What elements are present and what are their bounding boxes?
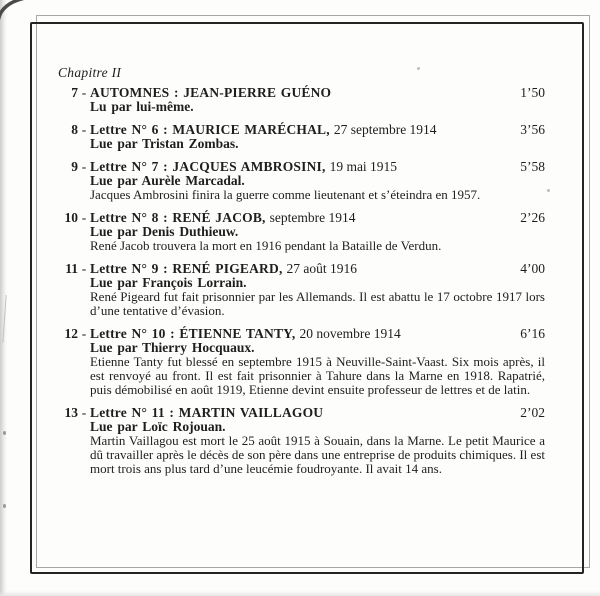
- track-description: Etienne Tanty fut blessé en septembre 1915 à Neuville-Saint-Vaast. Six mois après, il est renvoyé au front. Il est fait prisonnier à Tahure dans la Marne en 1918. Rapatrié, puis démobilisé en août 1919, Etienne devint ensuite professeur de lettres et de latin.: [90, 354, 545, 397]
- track-row: [58, 327, 545, 397]
- track-reader-line: [58, 420, 545, 434]
- track-reader: Lue par François Lorrain.: [90, 275, 247, 290]
- track-title-date: 27 septembre 1914: [333, 122, 437, 137]
- track-title-main: Lettre N° 7 : JACQUES AMBROSINI,: [90, 159, 326, 174]
- track-duration: 1’50: [520, 85, 545, 100]
- track-description: Jacques Ambrosini finira la guerre comme lieutenant et s’éteindra en 1957.: [90, 187, 481, 202]
- track-title: [90, 211, 510, 225]
- track-duration: 6’16: [520, 326, 545, 341]
- scan-smudge-top-left: [0, 0, 36, 24]
- track-description: René Pigeard fut fait prisonnier par les Allemands. Il est abattu le 17 octobre 1917 lors d’une tentative d’évasion.: [90, 289, 545, 318]
- track-separator: -: [81, 122, 87, 137]
- track-title: [90, 262, 510, 276]
- track-title-line: [58, 123, 545, 137]
- track-description: René Jacob trouvera la mort en 1916 pendant la Bataille de Verdun.: [90, 238, 442, 253]
- track-title: [90, 406, 510, 420]
- scan-speck: [417, 67, 420, 70]
- track-reader: Lue par Loïc Rojouan.: [90, 419, 226, 434]
- track-row: [58, 160, 545, 202]
- track-row: [58, 123, 545, 151]
- track-row: [58, 262, 545, 318]
- track-number: 8: [71, 122, 78, 137]
- track-title-main: Lettre N° 11 : MARTIN VAILLAGOU: [90, 405, 324, 420]
- track-reader: Lu par lui-même.: [90, 99, 194, 114]
- track-separator: -: [81, 405, 87, 420]
- track-description-row: [58, 290, 545, 318]
- track-description-row: [58, 434, 545, 476]
- track-reader: Lue par Aurèle Marcadal.: [90, 173, 245, 188]
- track-description-row: [58, 355, 545, 397]
- track-number: 9: [71, 159, 78, 174]
- track-duration: 2’26: [520, 210, 545, 225]
- track-duration: 3’56: [520, 122, 545, 137]
- track-reader-line: [58, 225, 545, 239]
- track-separator: -: [81, 85, 87, 100]
- track-title-line: [58, 262, 545, 276]
- track-separator: -: [81, 210, 87, 225]
- track-number: 10: [64, 210, 78, 225]
- track-title-main: Lettre N° 8 : RENÉ JACOB,: [90, 210, 266, 225]
- track-title: [90, 86, 510, 100]
- track-list: [58, 86, 545, 476]
- track-title-line: [58, 86, 545, 100]
- track-title-date: septembre 1914: [269, 210, 356, 225]
- scan-bottom-shade: [0, 591, 600, 596]
- track-title-line: [58, 406, 545, 420]
- track-title-line: [58, 327, 545, 341]
- track-duration: 2’02: [520, 405, 545, 420]
- track-title-line: [58, 160, 545, 174]
- track-reader-line: [58, 100, 545, 114]
- scan-speck: [3, 431, 6, 435]
- track-title: [90, 327, 510, 341]
- track-number: 13: [64, 405, 78, 420]
- track-reader-line: [58, 276, 545, 290]
- track-title-main: Lettre N° 6 : MAURICE MARÉCHAL,: [90, 122, 330, 137]
- track-reader-line: [58, 174, 545, 188]
- tracklist-content: [58, 64, 545, 485]
- track-separator: -: [81, 326, 87, 341]
- track-title-main: Lettre N° 9 : RENÉ PIGEARD,: [90, 261, 283, 276]
- track-number: 11: [65, 261, 78, 276]
- track-reader: Lue par Denis Duthieuw.: [90, 224, 239, 239]
- track-number: 7: [71, 85, 78, 100]
- track-title-main: Lettre N° 10 : ÉTIENNE TANTY,: [90, 326, 296, 341]
- track-separator: -: [81, 261, 87, 276]
- track-description-row: [58, 188, 545, 202]
- track-title: [90, 123, 510, 137]
- scan-speck: [3, 504, 6, 508]
- track-separator: -: [81, 159, 87, 174]
- track-description-row: [58, 239, 545, 253]
- track-title: [90, 160, 510, 174]
- scan-speck: [547, 189, 550, 192]
- track-description: Martin Vaillagou est mort le 25 août 1915 à Souain, dans la Marne. Le petit Maurice a dû travailler après le décès de son père dans une entreprise de produits chimiques. Il est mort trois ans plus tard d’une leucémie foudroyante. Il avait 14 ans.: [90, 433, 545, 476]
- track-title-main: AUTOMNES : JEAN-PIERRE GUÉNO: [90, 85, 332, 100]
- track-reader: Lue par Thierry Hocquaux.: [90, 340, 255, 355]
- track-duration: 4’00: [520, 261, 545, 276]
- track-title-line: [58, 211, 545, 225]
- track-title-date: 27 août 1916: [286, 261, 358, 276]
- track-title-date: 20 novembre 1914: [299, 326, 401, 341]
- chapter-heading: Chapitre II: [58, 65, 122, 80]
- track-row: [58, 86, 545, 114]
- track-row: [58, 211, 545, 253]
- track-reader-line: [58, 137, 545, 151]
- track-row: [58, 406, 545, 476]
- track-number: 12: [64, 326, 78, 341]
- track-title-date: 19 mai 1915: [329, 159, 398, 174]
- track-duration: 5’58: [520, 159, 545, 174]
- track-reader: Lue par Tristan Zombas.: [90, 136, 239, 151]
- track-reader-line: [58, 341, 545, 355]
